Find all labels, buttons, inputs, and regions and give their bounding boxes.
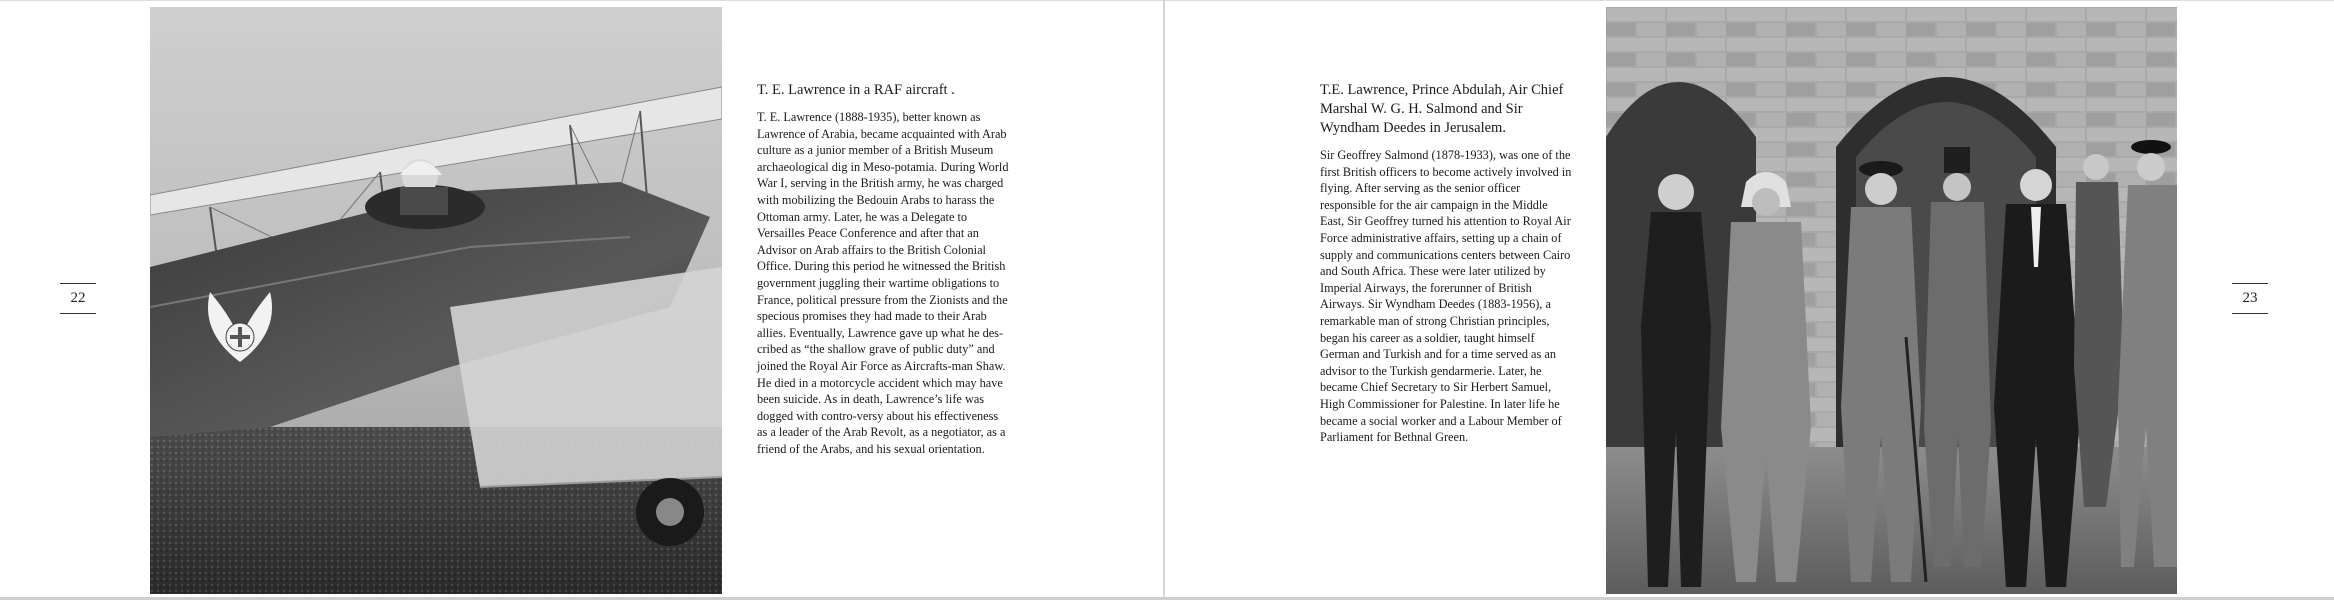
right-page-number xyxy=(2232,283,2268,314)
biplane-photo xyxy=(150,7,722,594)
left-caption-title: T. E. Lawrence in a RAF aircraft . xyxy=(757,82,955,98)
left-page xyxy=(0,0,1164,601)
left-page-number xyxy=(60,283,96,314)
group-photo xyxy=(1606,7,2177,594)
right-page-number-text: 23 xyxy=(2242,290,2258,306)
right-caption xyxy=(1320,81,1574,446)
right-caption-title: T.E. Lawrence, Prince Abdulah, Air Chief Marshal W. G. H. Salmond and Sir Wyndham Deedes in Jerusalem. xyxy=(1320,82,1564,136)
left-caption xyxy=(757,81,1011,457)
left-page-number-text: 22 xyxy=(70,290,86,306)
left-caption-body: T. E. Lawrence (1888-1935), better known as Lawrence of Arabia, became acquainted with Arab culture as a junior member of a British Museum archaeological dig in Meso-potamia. During World War I, serving in the British army, he was charged with mobilizing the Bedouin Arabs to harass the Ottoman army. Later, he was a Delegate to Versailles Peace Conference and after that an Advisor on Arab affairs to the British Colonial Office. During this period he witnessed the British government juggling their wartime obligations to France, political pressure from the Zionists and the specious promises they had made to their Arab allies. Eventually, Lawrence gave up what he des-cribed as “the shallow grave of public duty” and joined the Royal Air Force as Aircrafts-man Shaw. He died in a motorcycle accident which may have been suicide. As in death, Lawrence’s life was dogged with contro-versy about his effectiveness as a leader of the Arab Revolt, as a negotiator, as a friend of the Arabs, and his sexual orientation. xyxy=(757,110,1009,456)
folio-rule-bottom xyxy=(2232,313,2268,314)
right-caption-body: Sir Geoffrey Salmond (1878-1933), was one of the first British officers to become actively involved in flying. After serving as the senior officer responsible for the air campaign in the Middle East, Sir Geoffrey turned his attention to Royal Air Force administrative affairs, setting up a chain of supply and communications centers between Cairo and South Africa. These were later utilized by Imperial Airways, the forerunner of British Airways. Sir Wyndham Deedes (1883-1956), a remarkable man of strong Christian principles, began his career as a soldier, taught himself German and Turkish and for a time served as an advisor to the Turkish gendarmerie. Later, he became Chief Secretary to Sir Herbert Samuel, High Commissioner for Palestine. In later life he became a social worker and a Labour Member of Parliament for Bethnal Green. xyxy=(1320,148,1572,445)
right-page xyxy=(1165,0,2334,601)
folio-rule-bottom xyxy=(60,313,96,314)
